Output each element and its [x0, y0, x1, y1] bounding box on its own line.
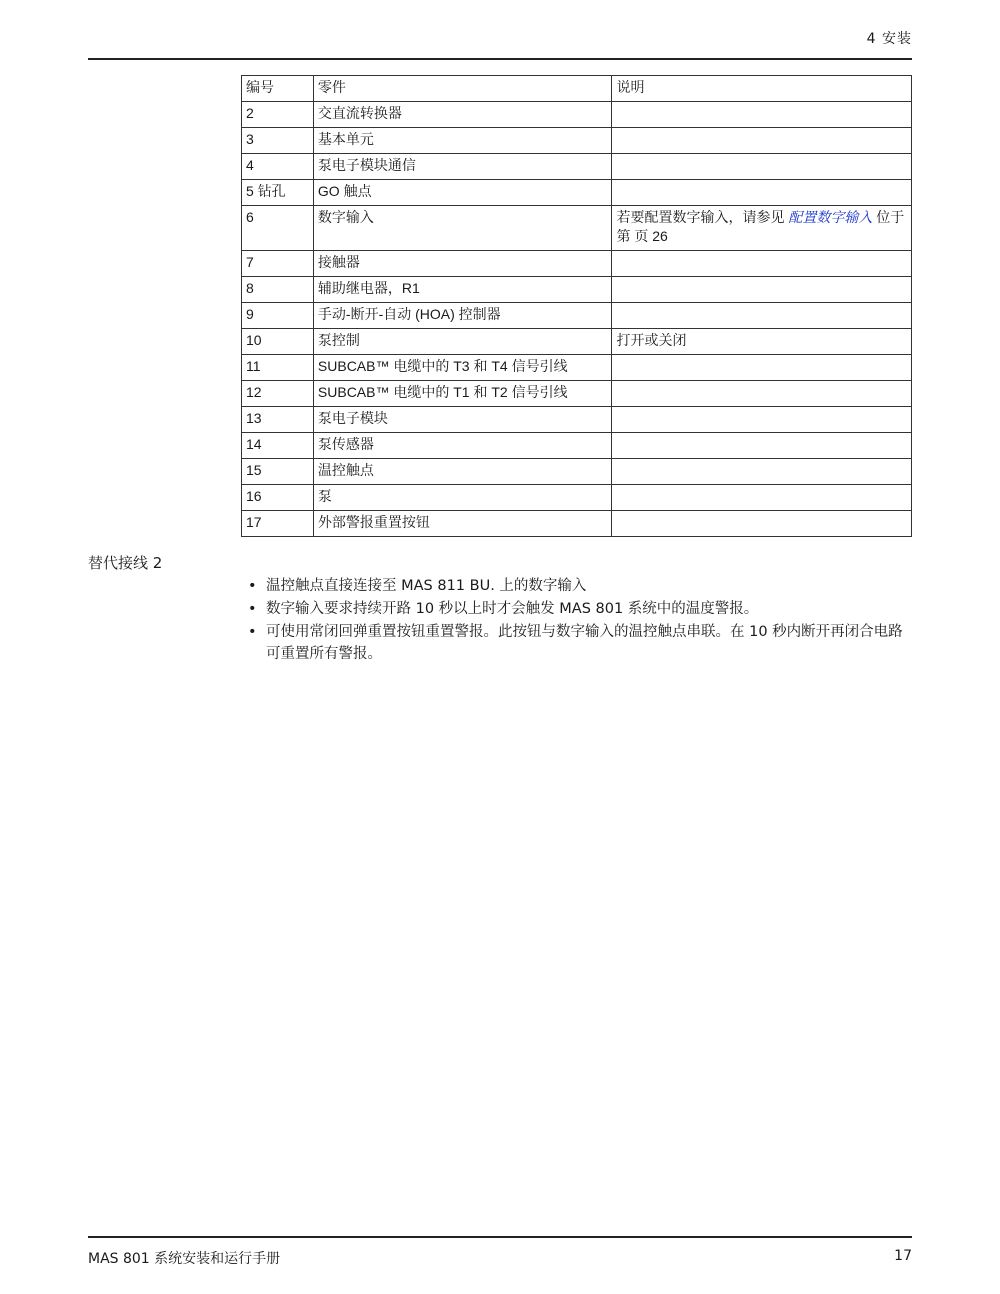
row-number: 5 钻孔 [242, 180, 314, 206]
row-description [612, 154, 912, 180]
table-row [242, 277, 912, 303]
row-description [612, 102, 912, 128]
row-part: 泵控制 [313, 329, 612, 355]
row-number: 6 [242, 206, 314, 251]
row-part: 泵 [313, 485, 612, 511]
footer-document-title: MAS 801 系统安装和运行手册 [88, 1251, 281, 1267]
table-row [242, 251, 912, 277]
header-part: 零件 [313, 76, 612, 102]
row-description [612, 180, 912, 206]
row-description [612, 485, 912, 511]
table-row [242, 206, 912, 251]
row-part: SUBCAB™ 电缆中的 T3 和 T4 信号引线 [313, 355, 612, 381]
row-description: 打开或关闭 [612, 329, 912, 355]
description-text: 若要配置数字输入，请参见 [616, 209, 789, 225]
section-title: 替代接线 2 [88, 554, 163, 572]
bullet-dot-icon: • [248, 578, 257, 594]
table-row [242, 355, 912, 381]
row-part: 辅助继电器，R1 [313, 277, 612, 303]
table-row [242, 511, 912, 537]
row-number: 2 [242, 102, 314, 128]
table-row [242, 459, 912, 485]
row-description [612, 381, 912, 407]
row-part: 温控触点 [313, 459, 612, 485]
row-number: 13 [242, 407, 314, 433]
row-number: 16 [242, 485, 314, 511]
row-number: 8 [242, 277, 314, 303]
row-part: 泵传感器 [313, 433, 612, 459]
table-row [242, 128, 912, 154]
list-item-text: 温控触点直接连接至 MAS 811 BU. 上的数字输入 [266, 578, 587, 594]
row-part: SUBCAB™ 电缆中的 T1 和 T2 信号引线 [313, 381, 612, 407]
row-description [612, 459, 912, 485]
header-section-label: 4 安装 [866, 31, 912, 47]
row-number: 4 [242, 154, 314, 180]
row-part: GO 触点 [313, 180, 612, 206]
row-description [612, 303, 912, 329]
header-number: 编号 [242, 76, 314, 102]
list-item [246, 598, 906, 620]
row-number: 11 [242, 355, 314, 381]
row-part: 交直流转换器 [313, 102, 612, 128]
table-row [242, 485, 912, 511]
row-number: 12 [242, 381, 314, 407]
header-description: 说明 [612, 76, 912, 102]
row-part: 外部警报重置按钮 [313, 511, 612, 537]
row-description [612, 407, 912, 433]
row-part: 泵电子模块通信 [313, 154, 612, 180]
row-description [612, 355, 912, 381]
table-row [242, 102, 912, 128]
row-number: 17 [242, 511, 314, 537]
row-number: 7 [242, 251, 314, 277]
bullet-list [246, 575, 906, 666]
row-number: 15 [242, 459, 314, 485]
table-row [242, 303, 912, 329]
parts-table [241, 75, 912, 537]
row-description [612, 206, 912, 251]
table-row [242, 407, 912, 433]
row-part: 数字输入 [313, 206, 612, 251]
description-text-suffix: 位于第 页 26 [616, 209, 905, 244]
row-part: 接触器 [313, 251, 612, 277]
table-row [242, 180, 912, 206]
row-description [612, 511, 912, 537]
page-footer [88, 1236, 912, 1268]
page-header [88, 0, 912, 60]
row-description [612, 128, 912, 154]
list-item [246, 575, 906, 597]
row-number: 9 [242, 303, 314, 329]
bullet-dot-icon: • [248, 601, 257, 617]
row-number: 10 [242, 329, 314, 355]
page-number: 17 [894, 1248, 912, 1264]
table-row [242, 329, 912, 355]
list-item [246, 621, 906, 665]
table-row [242, 381, 912, 407]
configure-digital-input-link[interactable]: 配置数字输入 [788, 209, 873, 225]
table-row [242, 154, 912, 180]
list-item-text: 可使用常闭回弹重置按钮重置警报。此按钮与数字输入的温控触点串联。在 10 秒内断开再闭合电路可重置所有警报。 [266, 624, 903, 662]
table-row [242, 433, 912, 459]
row-description [612, 251, 912, 277]
row-part: 基本单元 [313, 128, 612, 154]
table-header-row [242, 76, 912, 102]
row-number: 14 [242, 433, 314, 459]
row-part: 泵电子模块 [313, 407, 612, 433]
row-number: 3 [242, 128, 314, 154]
list-item-text: 数字输入要求持续开路 10 秒以上时才会触发 MAS 801 系统中的温度警报。 [266, 601, 759, 617]
row-description [612, 277, 912, 303]
row-part: 手动-断开-自动 (HOA) 控制器 [313, 303, 612, 329]
row-description [612, 433, 912, 459]
bullet-dot-icon: • [248, 624, 257, 640]
